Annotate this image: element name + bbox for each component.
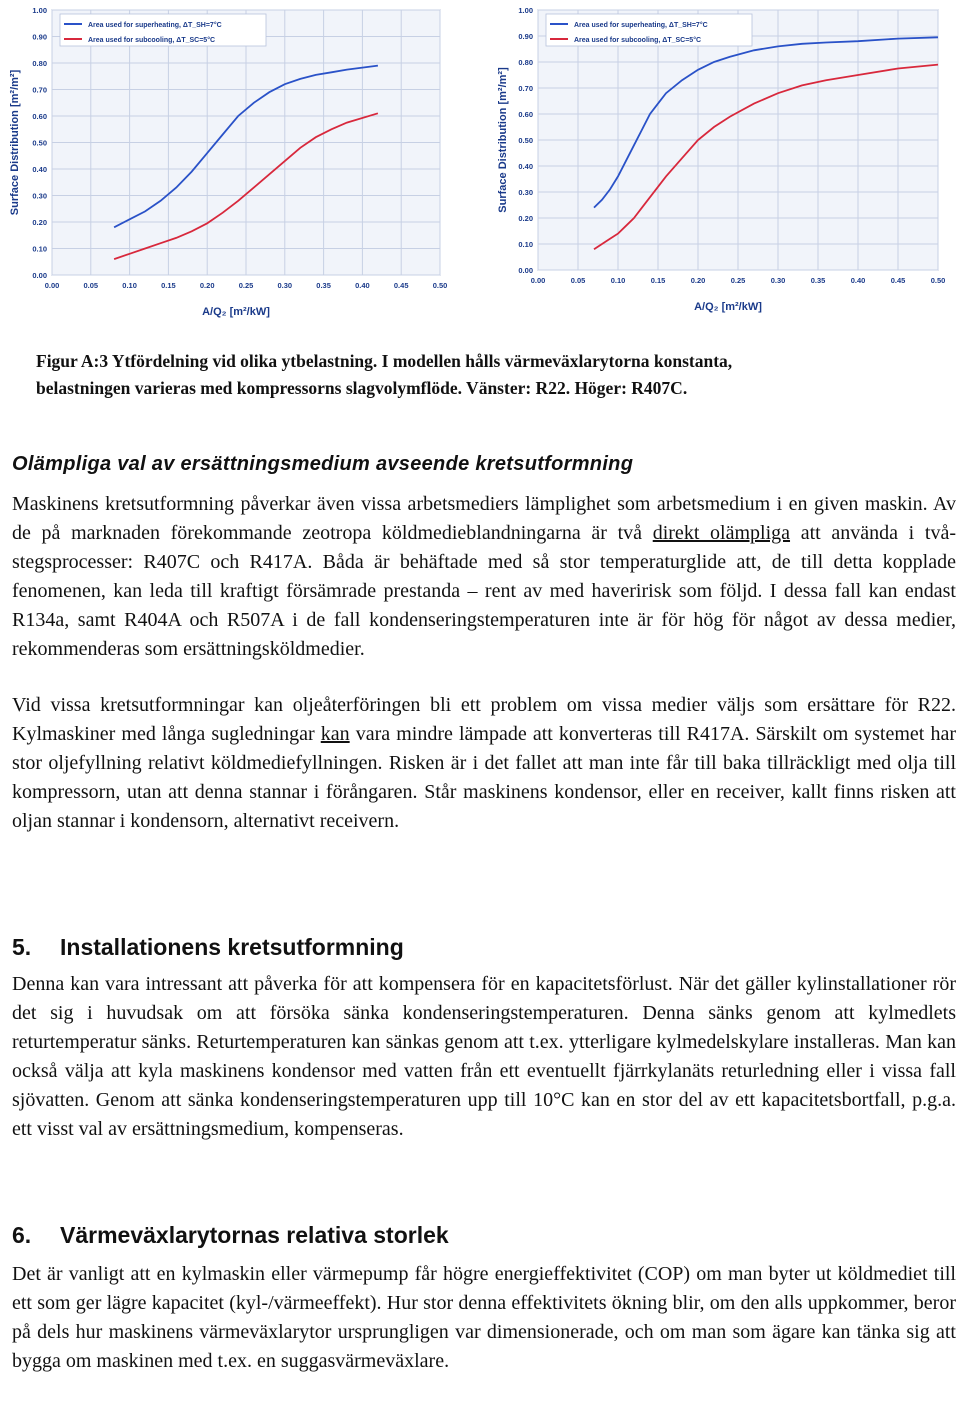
chart-left-svg bbox=[0, 0, 470, 330]
x-tick-label: 0.50 bbox=[432, 281, 448, 290]
x-tick-label: 0.35 bbox=[316, 281, 331, 290]
x-axis-title: A/Q₂ [m²/kW] bbox=[202, 306, 270, 318]
caption-line-2: belastningen varieras med kompressorns slagvolymflöde. Vänster: R22. Höger: R407C. bbox=[36, 378, 688, 398]
section-5-title: Installationens kretsutformning bbox=[60, 934, 404, 960]
x-tick-label: 0.25 bbox=[238, 281, 254, 290]
y-tick-label: 0.10 bbox=[518, 240, 533, 249]
underlined-kan: kan bbox=[320, 723, 350, 745]
section-5-number: 5. bbox=[12, 934, 32, 960]
y-tick-label: 0.00 bbox=[32, 271, 47, 280]
legend-label-superheating: Area used for superheating, ΔT_SH=7°C bbox=[574, 22, 708, 29]
section-5-body: Denna kan vara intressant att påverka för att kompensera för en kapacitetsförlust. När det gäller kylinstallationer rör det sig i huvudsak om att försöka sänka kondenseringstemperaturen. Denna sänks genom att kylmedlets returtemperatur sänks. Returtemperaturen kan sänkas genom att t.ex. ytterligare kylmedelskylare installeras. Man kan också välja att kyla maskinens kondensor med vatten från ett eventuellt fjärrkylanäts returledning eller i vissa fall sjövatten. Genom att sänka kondenseringstemperaturen upp till 10°C kan en stor del av ett kapacitetsbortfall, p.g.a. ett visst val av ersättningsmedium, kompenseras. bbox=[12, 973, 956, 1140]
legend-label-subcooling: Area used for subcooling, ΔT_SC=5°C bbox=[88, 37, 216, 44]
y-tick-label: 0.00 bbox=[518, 266, 533, 275]
x-tick-label: 0.10 bbox=[122, 281, 137, 290]
section-5-body-block bbox=[12, 970, 956, 1144]
paragraph-unsuitable-2-b: vara mindre lämpade att konverteras till R417A. Särskilt om systemet har stor oljefyllning relativt köldmediefyllningen. Risken är i det fallet att man inte får till baka tillräckligt med olja till kompressorn, utan att denna stannar i förångaren. Står maskinens kondensor, eller en receiver, kallt finns risken att oljan stannar i kondensorn, alternativt receivern. bbox=[12, 723, 956, 832]
y-tick-label: 0.60 bbox=[32, 112, 47, 121]
x-tick-label: 0.05 bbox=[83, 281, 99, 290]
x-tick-label: 0.15 bbox=[650, 276, 666, 285]
y-tick-label: 0.90 bbox=[32, 32, 47, 42]
y-tick-label: 1.00 bbox=[32, 6, 47, 15]
y-tick-label: 0.30 bbox=[32, 191, 47, 201]
y-tick-label: 0.70 bbox=[32, 85, 47, 95]
chart-left bbox=[0, 0, 470, 330]
y-tick-label: 0.70 bbox=[518, 84, 533, 93]
section-6-body-block bbox=[12, 1260, 956, 1376]
section-6-number: 6. bbox=[12, 1222, 32, 1248]
y-tick-label: 0.40 bbox=[518, 162, 533, 171]
legend-label-superheating: Area used for superheating, ΔT_SH=7°C bbox=[88, 22, 222, 29]
y-tick-label: 0.80 bbox=[32, 59, 47, 68]
legend-label-subcooling: Area used for subcooling, ΔT_SC=5°C bbox=[574, 37, 702, 44]
x-tick-label: 0.45 bbox=[393, 281, 409, 290]
x-tick-label: 0.30 bbox=[770, 276, 786, 285]
x-tick-label: 0.40 bbox=[850, 276, 866, 285]
caption-line-1: Figur A:3 Ytfördelning vid olika ytbelastning. I modellen hålls värmeväxlarytorna konstanta, bbox=[36, 351, 733, 371]
chart-right bbox=[488, 0, 960, 330]
x-tick-label: 0.40 bbox=[355, 281, 370, 290]
x-tick-label: 0.05 bbox=[570, 276, 586, 285]
y-tick-label: 0.40 bbox=[32, 165, 47, 174]
section-6-heading bbox=[12, 1222, 449, 1249]
underlined-direkt-olampliga: direkt olämpliga bbox=[652, 522, 791, 544]
x-tick-label: 0.20 bbox=[199, 281, 215, 290]
section-heading-unsuitable: Olämpliga val av ersättningsmedium avseende kretsutformning bbox=[12, 453, 634, 475]
y-axis-title: Surface Distribution [m²/m²] bbox=[497, 67, 509, 213]
y-tick-label: 0.60 bbox=[518, 110, 533, 119]
y-tick-label: 0.20 bbox=[518, 214, 533, 223]
x-tick-label: 0.30 bbox=[277, 281, 293, 290]
section-unsuitable bbox=[12, 450, 956, 836]
y-tick-label: 0.50 bbox=[32, 138, 47, 148]
chart-right-svg bbox=[488, 0, 960, 330]
paragraph-unsuitable-1-b: att använda i två-stegsprocesser: R407C och R417A. Båda är behäftade med så stor temperaturglide att, de till detta kopplade fenomenen, kan leda till kraftigt försämrade prestanda – rent av med haveririsk som följd. I dessa fall kan endast R134a, samt R404A och R507A i de fall kondenseringstemperaturen inte är för hög för något av dessa medier, rekommenderas som ersättningsköldmedier. bbox=[12, 522, 956, 660]
x-tick-label: 0.20 bbox=[690, 276, 706, 285]
section-6-title: Värmeväxlarytornas relativa storlek bbox=[60, 1222, 449, 1248]
x-axis-title: A/Q₂ [m²/kW] bbox=[694, 301, 762, 313]
figure-caption bbox=[36, 348, 920, 402]
y-axis-title: Surface Distribution [m²/m²] bbox=[9, 69, 21, 216]
y-tick-label: 1.00 bbox=[518, 6, 533, 15]
y-tick-label: 0.10 bbox=[32, 244, 47, 254]
x-tick-label: 0.00 bbox=[44, 281, 60, 290]
x-tick-label: 0.00 bbox=[530, 276, 546, 285]
x-tick-label: 0.15 bbox=[161, 281, 176, 290]
x-tick-label: 0.50 bbox=[930, 276, 946, 285]
paragraph-unsuitable-2-a: Vid vissa kretsutformningar kan oljeåterföringen bli ett problem om vissa medier väljs som ersättare för R22. Kylmaskiner med långa sugledningar bbox=[12, 694, 956, 745]
x-tick-label: 0.10 bbox=[610, 276, 626, 285]
paragraph-unsuitable-1-a: Maskinens kretsutformning påverkar även vissa arbetsmediers lämplighet som arbetsmedium i en given maskin. Av de på marknaden förekommande zeotropa köldmedieblandningarna är två bbox=[12, 493, 956, 544]
x-tick-label: 0.35 bbox=[810, 276, 826, 285]
section-5-heading bbox=[12, 934, 404, 961]
y-tick-label: 0.50 bbox=[518, 136, 533, 145]
x-tick-label: 0.45 bbox=[890, 276, 906, 285]
paragraph-unsuitable-1 bbox=[12, 490, 956, 664]
y-tick-label: 0.90 bbox=[518, 32, 533, 41]
y-tick-label: 0.20 bbox=[32, 218, 47, 227]
y-tick-label: 0.80 bbox=[518, 58, 533, 67]
x-tick-label: 0.25 bbox=[730, 276, 746, 285]
section-6-body: Det är vanligt att en kylmaskin eller värmepump får högre energieffektivitet (COP) om man byter ut köldmediet till ett som ger lägre kapacitet (kyl-/värmeeffekt). Hur stor denna effektivitets ökning blir, om den alls uppkommer, beror på dels hur maskinens värmeväxlarytor ursprungligen var dimensionerade, och om man som ägare kan tänka sig att bygga om maskinen med t.ex. en suggasvärmeväxlare. bbox=[12, 1263, 956, 1372]
y-tick-label: 0.30 bbox=[518, 188, 533, 197]
paragraph-unsuitable-2 bbox=[12, 691, 956, 836]
